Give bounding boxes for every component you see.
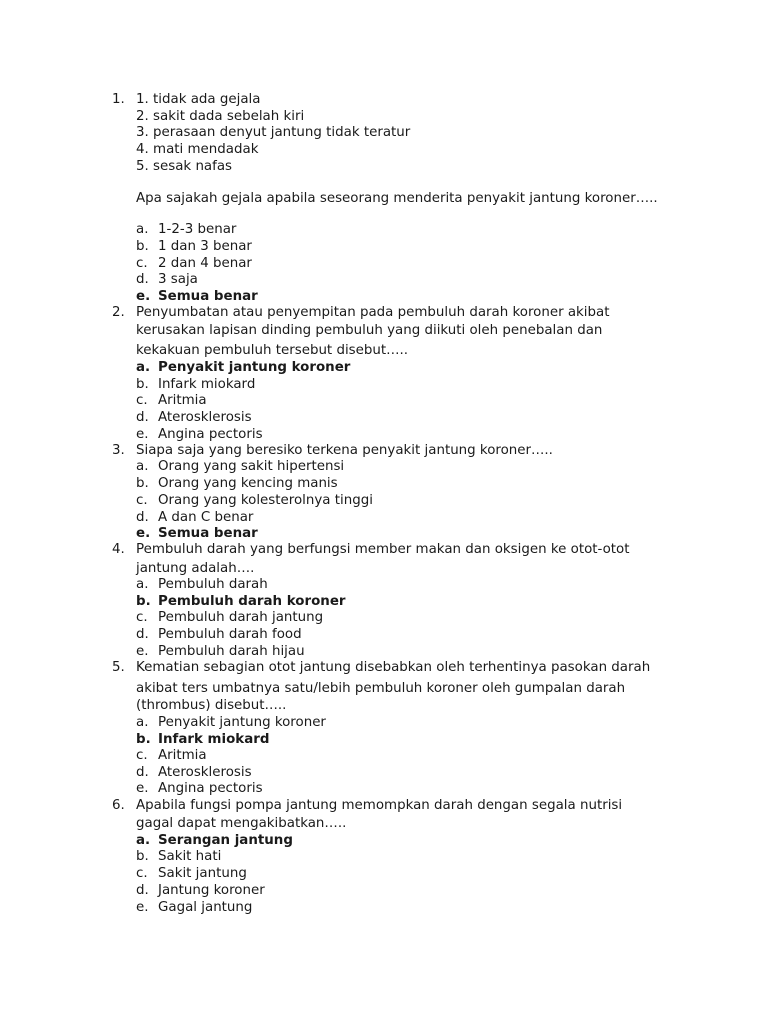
option-text: Sakit jantung — [158, 866, 247, 881]
option-text: Aritmia — [158, 393, 207, 408]
option-letter: a. — [136, 222, 149, 237]
option-text: Aterosklerosis — [158, 410, 252, 425]
q3-number: 3. — [112, 443, 125, 458]
option-text: A dan C benar — [158, 510, 254, 525]
option-letter: b. — [136, 476, 149, 491]
option-text: 2 dan 4 benar — [158, 256, 252, 271]
option-text: Pembuluh darah food — [158, 627, 302, 642]
option-letter: d. — [136, 510, 149, 525]
q2-line: kekakuan pembuluh tersebut disebut….. — [136, 343, 409, 358]
q5-line: akibat ters umbatnya satu/lebih pembuluh koroner oleh gumpalan darah — [136, 681, 626, 696]
option-text: Orang yang sakit hipertensi — [158, 459, 345, 474]
q6-number: 6. — [112, 798, 125, 813]
option-text-answer: Pembuluh darah koroner — [158, 594, 346, 609]
option-text: 1-2-3 benar — [158, 222, 237, 237]
option-text-answer: Semua benar — [158, 526, 258, 541]
option-letter: c. — [136, 256, 148, 271]
option-text: Infark miokard — [158, 377, 256, 392]
q4-number: 4. — [112, 542, 125, 557]
option-letter: a. — [136, 577, 149, 592]
option-letter-answer: e. — [136, 289, 151, 304]
option-letter: e. — [136, 900, 149, 915]
option-text-answer: Penyakit jantung koroner — [158, 360, 351, 375]
option-letter: c. — [136, 610, 148, 625]
option-text-answer: Semua benar — [158, 289, 258, 304]
q1-line: 1. tidak ada gejala — [136, 92, 261, 107]
option-letter: c. — [136, 393, 148, 408]
q1-line: 2. sakit dada sebelah kiri — [136, 109, 305, 124]
option-text: Penyakit jantung koroner — [158, 715, 326, 730]
q1-question: Apa sajakah gejala apabila seseorang menderita penyakit jantung koroner….. — [136, 191, 658, 206]
q6-line: gagal dapat mengakibatkan….. — [136, 816, 347, 831]
option-letter: c. — [136, 748, 148, 763]
option-letter-answer: b. — [136, 594, 151, 609]
q1-number: 1. — [112, 92, 125, 107]
option-text: 1 dan 3 benar — [158, 239, 252, 254]
option-text: Angina pectoris — [158, 427, 263, 442]
option-text: Jantung koroner — [158, 883, 265, 898]
q1-line: 3. perasaan denyut jantung tidak teratur — [136, 125, 411, 140]
q1-line: 5. sesak nafas — [136, 159, 233, 174]
option-text-answer: Infark miokard — [158, 732, 270, 747]
q4-line: jantung adalah…. — [136, 561, 255, 576]
option-letter-answer: a. — [136, 833, 151, 848]
q5-number: 5. — [112, 660, 125, 675]
option-letter: d. — [136, 627, 149, 642]
option-text: Sakit hati — [158, 849, 222, 864]
option-letter: c. — [136, 493, 148, 508]
q3-line: Siapa saja yang beresiko terkena penyakit jantung koroner….. — [136, 443, 553, 458]
option-letter-answer: a. — [136, 360, 151, 375]
option-letter: d. — [136, 883, 149, 898]
q2-line: Penyumbatan atau penyempitan pada pembuluh darah koroner akibat — [136, 305, 610, 320]
option-letter: e. — [136, 644, 149, 659]
q1-line: 4. mati mendadak — [136, 142, 259, 157]
option-text: Aritmia — [158, 748, 207, 763]
option-letter: d. — [136, 410, 149, 425]
option-letter: e. — [136, 427, 149, 442]
option-text: Pembuluh darah — [158, 577, 268, 592]
option-letter: b. — [136, 377, 149, 392]
option-text: Aterosklerosis — [158, 765, 252, 780]
option-text-answer: Serangan jantung — [158, 833, 293, 848]
q6-line: Apabila fungsi pompa jantung memompkan darah dengan segala nutrisi — [136, 798, 623, 813]
option-text: Orang yang kencing manis — [158, 476, 338, 491]
option-text: Gagal jantung — [158, 900, 253, 915]
option-letter: d. — [136, 272, 149, 287]
option-text: Orang yang kolesterolnya tinggi — [158, 493, 373, 508]
option-text: Pembuluh darah jantung — [158, 610, 324, 625]
q5-line: (thrombus) disebut….. — [136, 698, 287, 713]
option-letter: d. — [136, 765, 149, 780]
option-text: Angina pectoris — [158, 781, 263, 796]
option-letter: b. — [136, 239, 149, 254]
q4-line: Pembuluh darah yang berfungsi member makan dan oksigen ke otot-otot — [136, 542, 630, 557]
option-letter: b. — [136, 849, 149, 864]
option-letter-answer: b. — [136, 732, 151, 747]
option-letter: a. — [136, 715, 149, 730]
q5-line: Kematian sebagian otot jantung disebabkan oleh terhentinya pasokan darah — [136, 660, 651, 675]
option-letter: e. — [136, 781, 149, 796]
option-letter: a. — [136, 459, 149, 474]
option-text: Pembuluh darah hijau — [158, 644, 305, 659]
option-text: 3 saja — [158, 272, 198, 287]
q2-line: kerusakan lapisan dinding pembuluh yang diikuti oleh penebalan dan — [136, 323, 603, 338]
option-letter-answer: e. — [136, 526, 151, 541]
option-letter: c. — [136, 866, 148, 881]
q2-number: 2. — [112, 305, 125, 320]
